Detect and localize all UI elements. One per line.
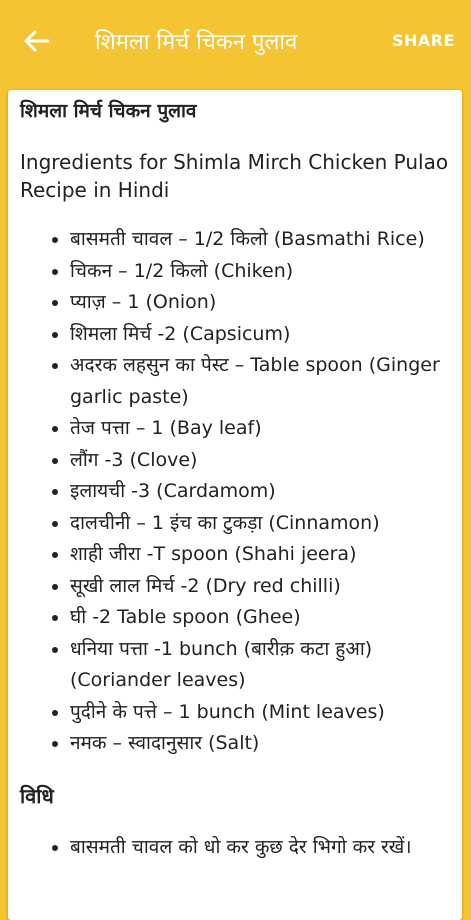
method-list bbox=[20, 832, 452, 864]
ingredients-heading: Ingredients for Shimla Mirch Chicken Pulao Recipe in Hindi bbox=[20, 150, 449, 202]
ingredient-item: • नमक – स्वादानुसार (Salt) bbox=[70, 728, 452, 760]
recipe-content bbox=[8, 90, 462, 863]
method-step: • बासमती चावल को धो कर कुछ देर भिगो कर रखें। bbox=[70, 832, 452, 864]
ingredient-item: • शाही जीरा -T spoon (Shahi jeera) bbox=[70, 539, 452, 571]
ingredient-item: • सूखी लाल मिर्च -2 (Dry red chilli) bbox=[70, 571, 452, 603]
arrow-left-icon bbox=[18, 24, 58, 58]
ingredient-item: • प्याज़ – 1 (Onion) bbox=[70, 287, 452, 319]
ingredient-item: • पुदीने के पत्ते – 1 bunch (Mint leaves) bbox=[70, 697, 452, 729]
ingredient-item: • दालचीनी – 1 इंच का टुकड़ा (Cinnamon) bbox=[70, 508, 452, 540]
ingredient-item: • इलायची -3 (Cardamom) bbox=[70, 476, 452, 508]
ingredients-list bbox=[20, 224, 452, 760]
ingredient-item: • अदरक लहसुन का पेस्ट – Table spoon (Ginger garlic paste) bbox=[70, 350, 452, 413]
ingredient-item: • घी -2 Table spoon (Ghee) bbox=[70, 602, 452, 634]
ingredient-item: • बासमती चावल – 1/2 किलो (Basmathi Rice) bbox=[70, 224, 452, 256]
ingredient-item: • लौंग -3 (Clove) bbox=[70, 445, 452, 477]
ingredient-item: • तेज पत्ता – 1 (Bay leaf) bbox=[70, 413, 452, 445]
ingredient-item: • धनिया पत्ता -1 bunch (बारीक़ कटा हुआ) (Coriander leaves) bbox=[70, 634, 452, 697]
ingredient-item: • शिमला मिर्च -2 (Capsicum) bbox=[70, 319, 452, 351]
recipe-card bbox=[8, 90, 462, 920]
app-bar-title: शिमला मिर्च चिकन पुलाव bbox=[95, 30, 298, 55]
app-bar bbox=[0, 0, 471, 82]
method-heading: विधि bbox=[20, 783, 54, 808]
share-button[interactable]: SHARE bbox=[391, 31, 455, 50]
recipe-title: शिमला मिर्च चिकन पुलाव bbox=[20, 100, 197, 122]
back-button[interactable] bbox=[18, 24, 58, 58]
ingredient-item: • चिकन – 1/2 किलो (Chiken) bbox=[70, 256, 452, 288]
